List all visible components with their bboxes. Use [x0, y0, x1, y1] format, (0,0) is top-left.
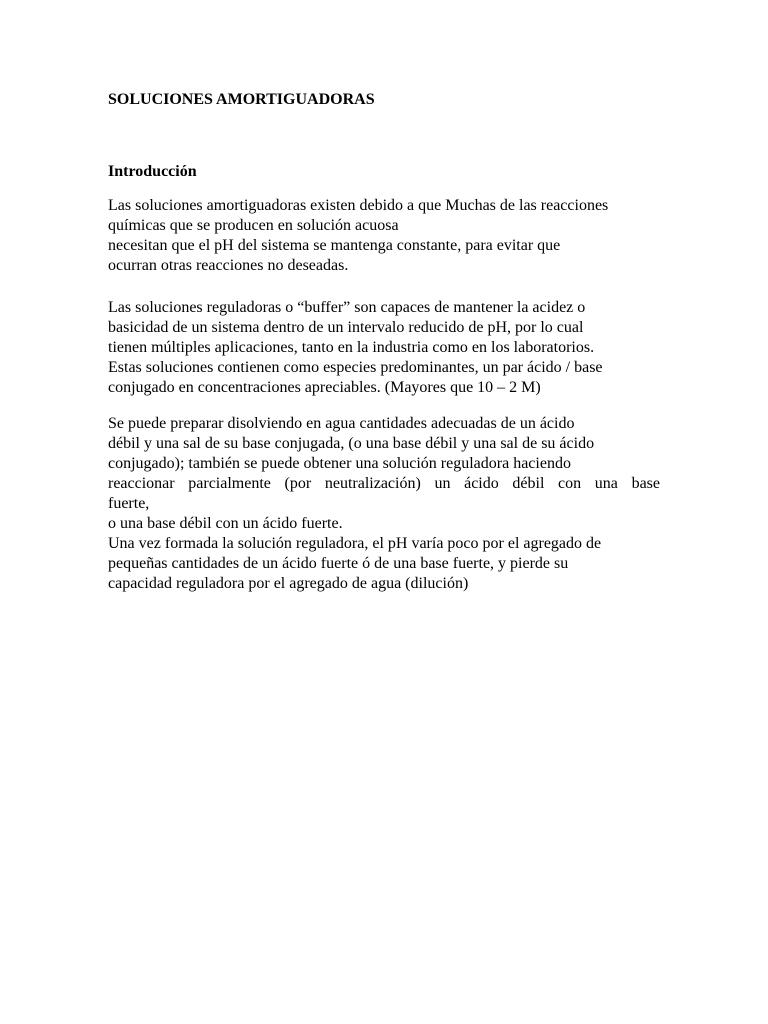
paragraph-line: conjugado en concentraciones apreciables. (Mayores que 10 – 2 M)	[108, 379, 541, 396]
paragraph-line: ocurran otras reacciones no deseadas.	[108, 257, 349, 274]
paragraph-line: pequeñas cantidades de un ácido fuerte ó de una base fuerte, y pierde su	[108, 555, 569, 572]
paragraph-preparation	[108, 414, 660, 594]
paragraph-line: Estas soluciones contienen como especies predominantes, un par ácido / base	[108, 359, 603, 376]
paragraph-line: tienen múltiples aplicaciones, tanto en la industria como en los laboratorios.	[108, 339, 595, 356]
paragraph-buffer	[108, 298, 660, 398]
paragraph-line: o una base débil con un ácido fuerte.	[108, 515, 343, 532]
paragraph-line: químicas que se producen en solución acuosa	[108, 217, 399, 234]
paragraph-line: reaccionar parcialmente (por neutralización) un ácido débil con una base	[108, 475, 660, 492]
paragraph-line: necesitan que el pH del sistema se mantenga constante, para evitar que	[108, 237, 561, 254]
document-title: SOLUCIONES AMORTIGUADORAS	[108, 91, 375, 108]
section-heading: Introducción	[108, 163, 197, 180]
paragraph-line: Las soluciones reguladoras o “buffer” son capaces de mantener la acidez o	[108, 299, 586, 316]
paragraph-line: Se puede preparar disolviendo en agua cantidades adecuadas de un ácido	[108, 415, 575, 432]
paragraph-line: fuerte,	[108, 495, 150, 512]
paragraph-line: débil y una sal de su base conjugada, (o una base débil y una sal de su ácido	[108, 435, 595, 452]
paragraph-line: conjugado); también se puede obtener una solución reguladora haciendo	[108, 455, 571, 472]
paragraph-line: Una vez formada la solución reguladora, el pH varía poco por el agregado de	[108, 535, 602, 552]
paragraph-line: Las soluciones amortiguadoras existen debido a que Muchas de las reacciones	[108, 197, 609, 214]
paragraph-line: basicidad de un sistema dentro de un intervalo reducido de pH, por lo cual	[108, 319, 584, 336]
paragraph-intro	[108, 196, 660, 276]
document-body	[108, 90, 660, 592]
paragraph-line: capacidad reguladora por el agregado de agua (dilución)	[108, 575, 469, 592]
